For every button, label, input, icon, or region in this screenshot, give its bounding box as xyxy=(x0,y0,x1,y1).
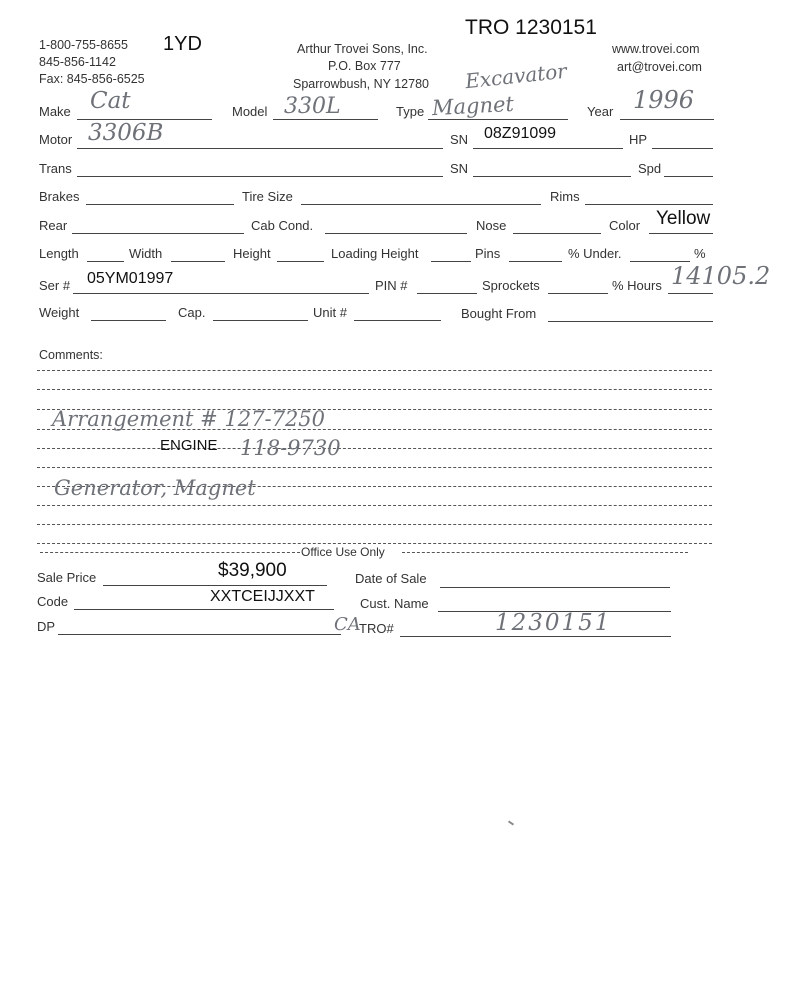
length-label: Length xyxy=(39,246,79,261)
pct-hours-line xyxy=(668,293,713,294)
pins-line xyxy=(509,261,562,262)
width-line xyxy=(171,261,225,262)
comment-engine-no: 118-9730 xyxy=(240,436,341,460)
code-line xyxy=(74,609,334,610)
cap-label: Cap. xyxy=(178,305,206,320)
ser-no-line xyxy=(73,293,369,294)
pct-under-sign: % xyxy=(694,246,706,261)
unit-no-label: Unit # xyxy=(313,305,347,320)
color-value: Yellow xyxy=(656,208,711,229)
motor-label: Motor xyxy=(39,132,73,147)
motor-line xyxy=(77,148,443,149)
model-line xyxy=(273,119,378,120)
color-label: Color xyxy=(609,218,641,233)
office-divider-right xyxy=(402,552,688,553)
hours-value: 14105.2 xyxy=(671,262,771,290)
year-label: Year xyxy=(587,104,614,119)
company-po-box: P.O. Box 777 xyxy=(328,59,401,73)
nose-line xyxy=(513,233,601,234)
dp-mark: CA xyxy=(334,614,361,635)
loading-height-label: Loading Height xyxy=(331,246,419,261)
sale-price-value: $39,900 xyxy=(218,560,287,581)
type-handwritten-excavator: Excavator xyxy=(464,58,568,94)
company-website: www.trovei.com xyxy=(612,42,700,56)
office-use-only-label: Office Use Only xyxy=(301,545,385,559)
cab-cond-line xyxy=(325,233,467,234)
comment-generator: Generator, Magnet xyxy=(54,476,256,500)
sale-price-line xyxy=(103,585,327,586)
cap-line xyxy=(213,320,308,321)
brakes-label: Brakes xyxy=(39,189,80,204)
scan-speck xyxy=(508,820,514,825)
comment-arrangement: Arrangement # 127-7250 xyxy=(52,407,326,431)
length-line xyxy=(87,261,124,262)
type-label: Type xyxy=(396,104,425,119)
company-email: art@trovei.com xyxy=(617,60,702,74)
make-label: Make xyxy=(39,104,71,119)
weight-line xyxy=(91,320,166,321)
tro-number-stamp: TRO 1230151 xyxy=(465,16,597,39)
motor-sn-line xyxy=(473,148,623,149)
phone-local: 845-856-1142 xyxy=(39,55,116,69)
weight-label: Weight xyxy=(39,305,80,320)
year-line xyxy=(620,119,714,120)
brakes-line xyxy=(86,204,234,205)
date-of-sale-label: Date of Sale xyxy=(355,571,427,586)
comment-line-9 xyxy=(37,524,712,525)
pins-label: Pins xyxy=(475,246,501,261)
tro-no-line xyxy=(400,636,671,637)
sprockets-label: Sprockets xyxy=(482,278,540,293)
rims-line xyxy=(585,204,713,205)
ser-no-label: Ser # xyxy=(39,278,71,293)
motor-sn-label: SN xyxy=(450,132,469,147)
comment-line-6 xyxy=(37,467,712,468)
company-address: Sparrowbush, NY 12780 xyxy=(293,77,429,91)
hp-label: HP xyxy=(629,132,648,147)
code-label: Code xyxy=(37,594,69,609)
company-name: Arthur Trovei Sons, Inc. xyxy=(297,42,428,56)
comment-engine-label: ENGINE xyxy=(160,437,218,454)
nose-label: Nose xyxy=(476,218,507,233)
color-line xyxy=(649,233,713,234)
rear-line xyxy=(72,233,244,234)
ser-no-value: 05YM01997 xyxy=(87,270,174,287)
type-value: Magnet xyxy=(431,91,515,121)
comment-line-5 xyxy=(37,448,712,449)
trans-sn-line xyxy=(473,176,631,177)
unit-no-line xyxy=(354,320,441,321)
phone-tollfree: 1-800-755-8655 xyxy=(39,38,128,52)
dp-label: DP xyxy=(37,619,56,634)
tire-size-label: Tire Size xyxy=(242,189,293,204)
spd-line xyxy=(664,176,713,177)
cab-cond-label: Cab Cond. xyxy=(251,218,314,233)
cust-name-label: Cust. Name xyxy=(360,596,429,611)
tro-no-value: 1230151 xyxy=(495,610,612,636)
dp-line xyxy=(58,634,341,635)
code-value: XXTCEIJJXXT xyxy=(210,588,315,605)
fax-number: Fax: 845-856-6525 xyxy=(39,72,145,86)
comment-line-8 xyxy=(37,505,712,506)
width-label: Width xyxy=(129,246,163,261)
height-line xyxy=(277,261,324,262)
model-value: 330L xyxy=(284,94,341,119)
pct-hours-label: % Hours xyxy=(612,278,662,293)
motor-sn-value: 08Z91099 xyxy=(484,125,557,142)
sprockets-line xyxy=(548,293,608,294)
spd-label: Spd xyxy=(638,161,662,176)
trans-label: Trans xyxy=(39,161,72,176)
motor-value: 3306B xyxy=(88,120,164,146)
comment-line-2 xyxy=(37,389,712,390)
location-code-stamp: 1YD xyxy=(163,33,202,55)
bought-from-label: Bought From xyxy=(461,306,537,321)
height-label: Height xyxy=(233,246,271,261)
rear-label: Rear xyxy=(39,218,68,233)
sale-price-label: Sale Price xyxy=(37,570,97,585)
loading-height-line xyxy=(431,261,471,262)
pin-no-line xyxy=(417,293,477,294)
office-divider-left xyxy=(40,552,300,553)
bought-from-line xyxy=(548,321,713,322)
model-label: Model xyxy=(232,104,268,119)
rims-label: Rims xyxy=(550,189,580,204)
year-value: 1996 xyxy=(633,86,695,114)
pin-no-label: PIN # xyxy=(375,278,408,293)
hp-line xyxy=(652,148,713,149)
trans-line xyxy=(77,176,443,177)
tire-size-line xyxy=(301,204,541,205)
comment-line-1 xyxy=(37,370,712,371)
pct-under-label: % Under. xyxy=(568,246,622,261)
make-value: Cat xyxy=(90,88,131,114)
tro-no-label: TRO# xyxy=(359,621,394,636)
comments-label: Comments: xyxy=(39,348,103,362)
comment-line-10 xyxy=(37,543,712,544)
trans-sn-label: SN xyxy=(450,161,469,176)
date-of-sale-line xyxy=(440,587,670,588)
